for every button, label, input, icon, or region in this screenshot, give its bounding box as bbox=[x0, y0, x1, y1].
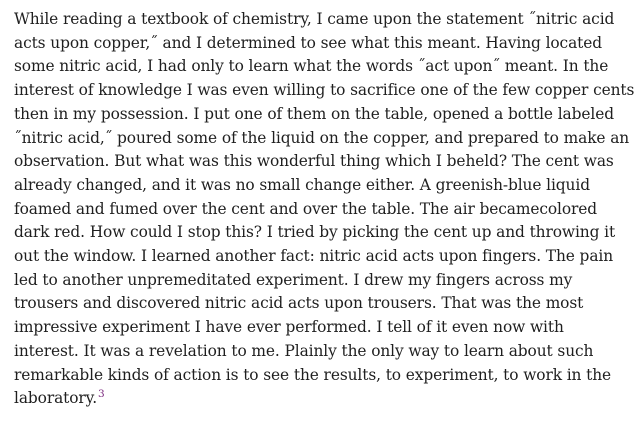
paragraph-line: observation. But what was this wonderful thing which I beheld? The cent was bbox=[14, 152, 614, 171]
paragraph-line: While reading a textbook of chemistry, I came upon the statement ˝nitric acid bbox=[14, 10, 615, 28]
paragraph-line: ˝nitric acid,˝ poured some of the liquid on the copper, and prepared to make an bbox=[14, 128, 630, 147]
paragraph-line: interest of knowledge I was even willing to sacrifice one of the few copper cents bbox=[14, 81, 634, 100]
paragraph-line: remarkable kinds of action is to see the results, to experiment, to work in the bbox=[14, 365, 612, 384]
paragraph-line: impressive experiment I have ever performed. I tell of it even now with bbox=[14, 318, 564, 337]
paragraph-line-text: laboratory. bbox=[14, 389, 97, 408]
paragraph-line: trousers and discovered nitric acid acts upon trousers. That was the most bbox=[14, 294, 584, 313]
paragraph-line: already changed, and it was no small change either. A greenish-blue liquid bbox=[14, 175, 590, 194]
paragraph-line: foamed and fumed over the cent and over the table. The air becamecolored bbox=[14, 199, 598, 218]
paragraph-line: interest. It was a revelation to me. Plainly the only way to learn about such bbox=[14, 341, 594, 360]
paragraph-last-line bbox=[14, 387, 536, 411]
paragraph-line: dark red. How could I stop this? I tried by picking the cent up and throwing it bbox=[14, 223, 616, 242]
paragraph-line: acts upon copper,˝ and I determined to see what this meant. Having located bbox=[14, 33, 603, 52]
paragraph-line: then in my possession. I put one of them on the table, opened a bottle labeled bbox=[14, 104, 614, 123]
paragraph-line: led to another unpremeditated experiment. I drew my fingers across my bbox=[14, 270, 573, 289]
paragraph-line: out the window. I learned another fact: nitric acid acts upon fingers. The pain bbox=[14, 247, 614, 266]
quote-paragraph bbox=[14, 8, 634, 411]
footnote-link[interactable]: 3 bbox=[98, 388, 105, 401]
paragraph-line: some nitric acid, I had only to learn what the words ˝act upon˝ meant. In the bbox=[14, 57, 609, 76]
